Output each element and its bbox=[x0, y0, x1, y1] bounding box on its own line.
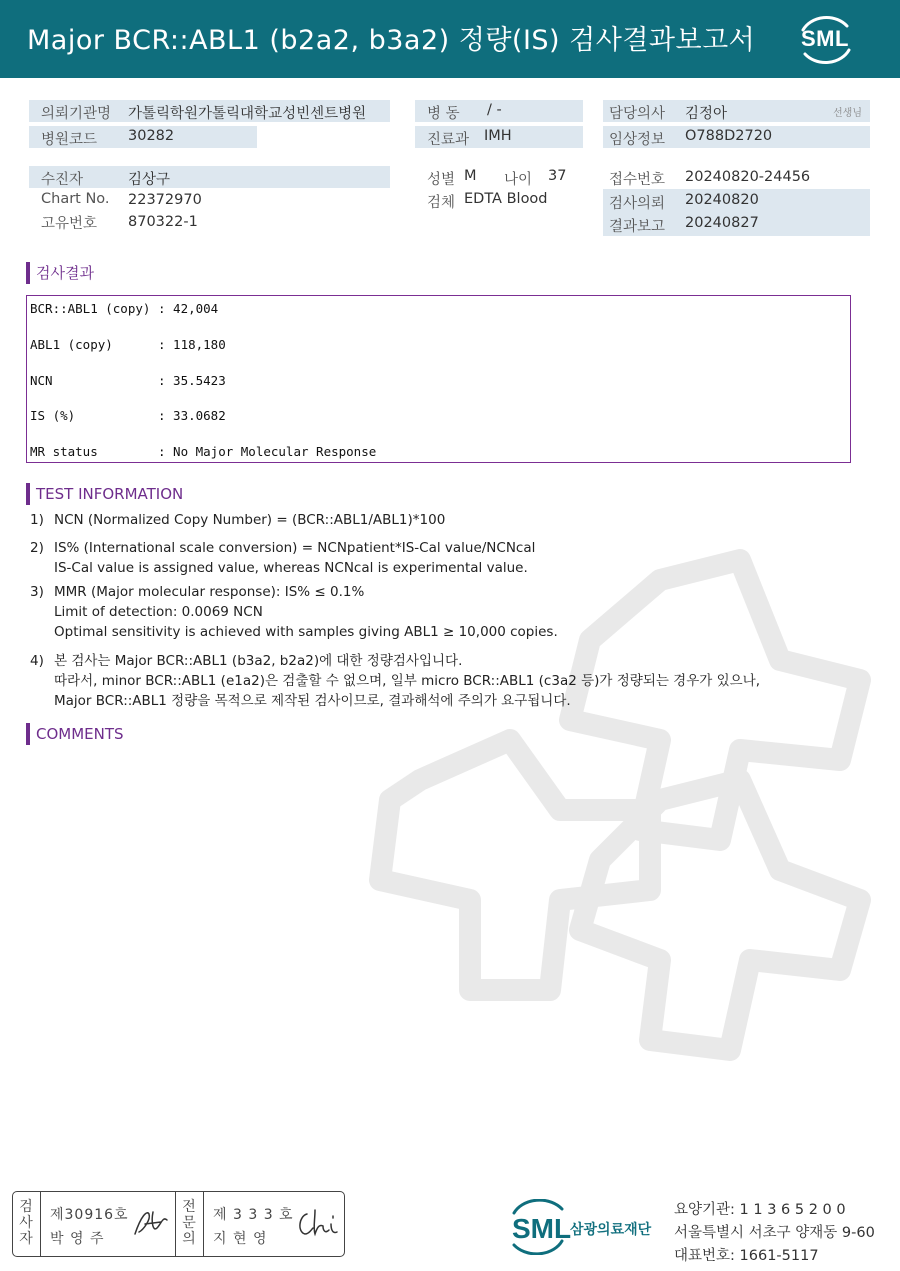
hospital-code-field bbox=[29, 126, 257, 148]
footer-phone: 대표번호: 1661-5117 bbox=[674, 1248, 819, 1264]
test-info-line: 따라서, minor BCR::ABL1 (e1a2)은 검출할 수 없으며, 일부 micro BCR::ABL1 (c3a2 등)가 정량되는 경우가 있으나, bbox=[54, 673, 761, 689]
test-info-line: MMR (Major molecular response): IS% ≤ 0.1% bbox=[54, 584, 365, 600]
chart-no-value: 22372970 bbox=[128, 192, 202, 208]
report-date-value: 20240827 bbox=[685, 215, 759, 231]
department-label: 진료과 bbox=[427, 132, 470, 148]
request-date-label: 검사의뢰 bbox=[609, 196, 666, 212]
specialist-signature-icon bbox=[293, 1206, 341, 1242]
institution-label: 의뢰기관명 bbox=[41, 106, 112, 122]
examiner-license: 제30916호 bbox=[50, 1207, 129, 1223]
clinical-info-value: O788D2720 bbox=[685, 128, 773, 144]
receipt-no-value: 20240820-24456 bbox=[685, 169, 811, 185]
sml-logo-text: SML bbox=[801, 26, 849, 51]
result-label: MR status bbox=[30, 444, 98, 459]
specialist-role-label: 전 문 의 bbox=[182, 1199, 196, 1247]
dates-field bbox=[603, 189, 870, 236]
institution-value: 가톨릭학원가톨릭대학교성빈센트병원 bbox=[128, 106, 367, 122]
test-info-line: Major BCR::ABL1 정량을 목적으로 제작된 검사이므로, 결과해석에 주의가 요구됩니다. bbox=[54, 693, 571, 709]
test-info-number: 1) bbox=[30, 512, 44, 528]
footer-logo-text: SML bbox=[512, 1213, 572, 1244]
age-label: 나이 bbox=[504, 172, 533, 188]
signature-box bbox=[12, 1191, 345, 1257]
doctor-value: 김정아 bbox=[685, 106, 728, 122]
test-info-line: IS% (International scale conversion) = NCNpatient*IS-Cal value/NCNcal bbox=[54, 540, 536, 556]
examiner-signature-icon bbox=[131, 1206, 173, 1242]
result-value: : No Major Molecular Response bbox=[158, 444, 377, 459]
request-date-value: 20240820 bbox=[685, 192, 759, 208]
report-header bbox=[0, 0, 900, 78]
result-label: ABL1 (copy) bbox=[30, 337, 113, 352]
specialist-license: 제 3 3 3 호 bbox=[213, 1207, 294, 1223]
sml-logo bbox=[795, 12, 855, 66]
age-value: 37 bbox=[548, 168, 567, 184]
result-label: BCR::ABL1 (copy) bbox=[30, 301, 151, 316]
institution-field bbox=[29, 100, 390, 122]
test-info-number: 2) bbox=[30, 540, 44, 556]
result-label: IS (%) bbox=[30, 408, 76, 423]
hospital-code-label: 병원코드 bbox=[41, 132, 98, 148]
result-value: : 42,004 bbox=[158, 301, 219, 316]
department-value: IMH bbox=[484, 128, 512, 144]
test-info-number: 4) bbox=[30, 653, 44, 669]
doctor-label: 담당의사 bbox=[609, 106, 666, 122]
ward-field bbox=[415, 100, 583, 122]
specialist-name: 지 현 영 bbox=[213, 1231, 268, 1247]
footer-care-org: 요양기관: 1 1 3 6 5 2 0 0 bbox=[674, 1202, 846, 1218]
report-title: Major BCR::ABL1 (b2a2, b3a2) 정량(IS) 검사결과보고서 bbox=[27, 25, 756, 56]
unique-no-value: 870322-1 bbox=[128, 214, 198, 230]
patient-name: 김상구 bbox=[128, 172, 171, 188]
patient-label: 수진자 bbox=[41, 172, 84, 188]
clinical-info-field bbox=[603, 126, 870, 148]
report-date-label: 결과보고 bbox=[609, 219, 666, 235]
clinical-info-label: 임상정보 bbox=[609, 132, 666, 148]
results-box bbox=[26, 295, 851, 463]
specimen-label: 검체 bbox=[427, 195, 456, 211]
results-section-title: 검사결과 bbox=[26, 262, 94, 284]
sex-label: 성별 bbox=[427, 172, 456, 188]
footer-org-name: 삼광의료재단 bbox=[570, 1222, 652, 1238]
test-info-line: NCN (Normalized Copy Number) = (BCR::ABL1/ABL1)*100 bbox=[54, 512, 446, 528]
test-info-line: IS-Cal value is assigned value, whereas NCNcal is experimental value. bbox=[54, 560, 528, 576]
footer-logo bbox=[508, 1199, 668, 1255]
result-label: NCN bbox=[30, 373, 53, 388]
hospital-code-value: 30282 bbox=[128, 128, 175, 144]
unique-no-label: 고유번호 bbox=[41, 216, 98, 232]
chart-no-label: Chart No. bbox=[41, 191, 110, 207]
department-field bbox=[415, 126, 583, 148]
test-info-number: 3) bbox=[30, 584, 44, 600]
test-info-line: Optimal sensitivity is achieved with samples giving ABL1 ≥ 10,000 copies. bbox=[54, 624, 558, 640]
result-value: : 118,180 bbox=[158, 337, 226, 352]
examiner-name: 박 영 주 bbox=[50, 1231, 105, 1247]
result-value: : 35.5423 bbox=[158, 373, 226, 388]
ward-label: 병 동 bbox=[427, 106, 460, 122]
doctor-field bbox=[603, 100, 870, 122]
test-info-section-title: TEST INFORMATION bbox=[26, 483, 183, 505]
sex-value: M bbox=[464, 168, 477, 184]
patient-field bbox=[29, 166, 390, 188]
comments-section-title: COMMENTS bbox=[26, 723, 124, 745]
test-info-line: Limit of detection: 0.0069 NCN bbox=[54, 604, 263, 620]
specimen-value: EDTA Blood bbox=[464, 191, 548, 207]
doctor-suffix: 선생님 bbox=[833, 108, 862, 119]
examiner-role-label: 검 사 자 bbox=[19, 1199, 33, 1247]
footer-address: 서울특별시 서초구 양재동 9-60 bbox=[674, 1225, 875, 1241]
test-info-line: 본 검사는 Major BCR::ABL1 (b3a2, b2a2)에 대한 정량검사입니다. bbox=[54, 653, 463, 669]
result-value: : 33.0682 bbox=[158, 408, 226, 423]
ward-value: / - bbox=[487, 102, 502, 118]
receipt-no-label: 접수번호 bbox=[609, 172, 666, 188]
